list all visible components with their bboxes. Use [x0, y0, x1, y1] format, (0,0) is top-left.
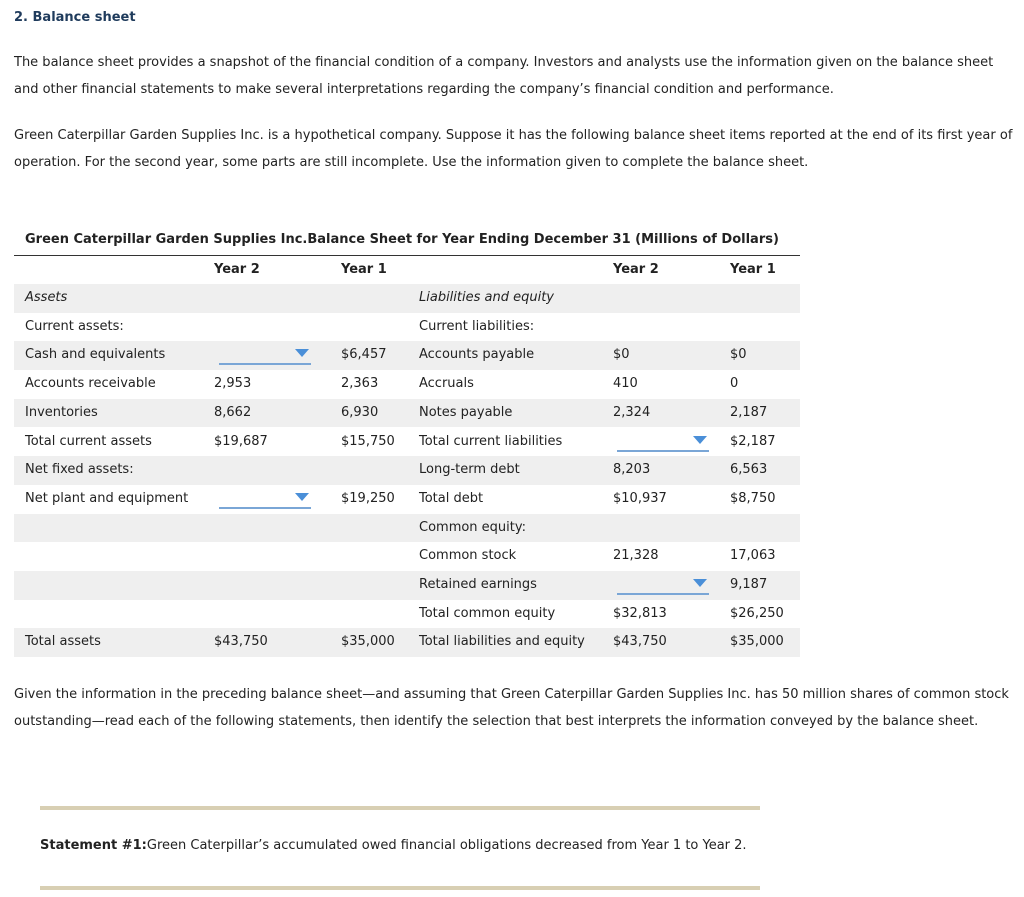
cell-value: $8,750 — [730, 490, 776, 506]
cell-value: 2,187 — [730, 404, 768, 420]
row-label: Total current liabilities — [419, 433, 563, 449]
cell-value: $19,687 — [214, 433, 268, 449]
cell-value: $10,937 — [613, 490, 667, 506]
statement-label: Statement #1: — [40, 838, 147, 853]
row-label: Current assets: — [25, 318, 124, 334]
row-label: Retained earnings — [419, 577, 537, 592]
cell-value: $43,750 — [214, 634, 268, 650]
intro-paragraph-2: Green Caterpillar Garden Supplies Inc. is a hypothetical company. Suppose it has the following balance sheet items reported at the end of its first year of operation. For the second year, some parts are still incomplete. Use the information given to complete the balance sheet. — [14, 128, 1013, 170]
cell-value: 410 — [613, 376, 638, 392]
row-label: Long-term debt — [419, 462, 520, 478]
caret-down-icon — [295, 493, 309, 501]
assets-heading: Assets — [25, 290, 68, 305]
row-label: Cash and equivalents — [25, 347, 166, 363]
row-label: Total liabilities and equity — [419, 634, 585, 650]
table-top-rule — [14, 255, 800, 256]
row-label: Total assets — [25, 634, 101, 650]
table-row — [14, 571, 800, 600]
table-row — [14, 370, 800, 399]
cell-value: $0 — [613, 347, 630, 363]
table-row — [14, 485, 800, 514]
row-label: Accounts payable — [419, 347, 535, 363]
row-label: Accruals — [419, 376, 474, 392]
total-current-liabilities-year2-dropdown[interactable] — [617, 432, 709, 452]
table-row — [14, 399, 800, 428]
cell-value: $32,813 — [613, 605, 667, 621]
row-label: Current liabilities: — [419, 318, 535, 334]
retained-earnings-year2-dropdown[interactable] — [617, 575, 709, 595]
balance-sheet-title: Green Caterpillar Garden Supplies Inc.Balance Sheet for Year Ending December 31 (Millions of Dollars) — [25, 232, 779, 247]
cell-value: 21,328 — [613, 548, 659, 564]
cell-value: 9,187 — [730, 577, 768, 592]
row-label: Total common equity — [419, 605, 556, 621]
row-label: Notes payable — [419, 404, 513, 420]
row-label: Total debt — [419, 490, 484, 506]
cell-value: 6,563 — [730, 462, 768, 478]
row-label: Common stock — [419, 548, 517, 564]
table-row — [14, 428, 800, 457]
cell-value: $2,187 — [730, 433, 776, 449]
cell-value: $0 — [730, 347, 747, 363]
row-label: Net plant and equipment — [25, 490, 189, 506]
table-row — [14, 542, 800, 571]
table-row — [14, 628, 800, 657]
header-liab-year2: Year 2 — [613, 262, 659, 277]
cell-value: 8,662 — [214, 404, 252, 420]
statement-text: Green Caterpillar’s accumulated owed financial obligations decreased from Year 1 to Year 2. — [146, 838, 747, 853]
table-row — [14, 600, 800, 629]
table-row — [14, 341, 800, 370]
statement-box — [40, 806, 760, 890]
cell-value: 17,063 — [730, 548, 776, 564]
caret-down-icon — [295, 349, 309, 357]
caret-down-icon — [693, 579, 707, 587]
cell-value: $43,750 — [613, 634, 667, 650]
table-row — [14, 456, 800, 485]
cell-value: 2,363 — [341, 376, 379, 392]
header-liab-year1: Year 1 — [730, 262, 776, 277]
cell-value: $35,000 — [341, 634, 395, 650]
cell-value: $26,250 — [730, 605, 784, 621]
cell-value: $19,250 — [341, 490, 395, 506]
cash-equivalents-year2-dropdown[interactable] — [219, 345, 311, 365]
net-plant-equipment-year2-dropdown[interactable] — [219, 489, 311, 509]
cell-value: $15,750 — [341, 433, 395, 449]
cell-value: 2,953 — [214, 376, 252, 392]
table-row — [14, 284, 800, 313]
row-label: Common equity: — [419, 519, 527, 535]
cell-value: 8,203 — [613, 462, 651, 478]
liabilities-equity-heading: Liabilities and equity — [419, 290, 555, 305]
cell-value: 0 — [730, 376, 739, 392]
header-assets-year1: Year 1 — [341, 262, 387, 277]
caret-down-icon — [693, 436, 707, 444]
table-row — [14, 313, 800, 342]
row-label: Total current assets — [25, 433, 152, 449]
table-row — [14, 514, 800, 543]
row-label: Inventories — [25, 404, 98, 420]
cell-value: $35,000 — [730, 634, 784, 650]
statement-1 — [40, 838, 747, 853]
cell-value: 2,324 — [613, 404, 651, 420]
header-assets-year2: Year 2 — [214, 262, 260, 277]
row-label: Net fixed assets: — [25, 462, 134, 478]
row-label: Accounts receivable — [25, 376, 156, 392]
followup-paragraph: Given the information in the preceding balance sheet—and assuming that Green Caterpillar Garden Supplies Inc. has 50 million shares of common stock outstanding—read each of the following statements, then identify the selection that best interprets the information conveyed by the balance sheet. — [14, 687, 1009, 729]
section-title: 2. Balance sheet — [14, 10, 136, 25]
intro-paragraph-1: The balance sheet provides a snapshot of the financial condition of a company. Investors and analysts use the information given on the balance sheet and other financial statements to make several interpretations regarding the company’s financial condition and performance. — [14, 55, 994, 97]
cell-value: $6,457 — [341, 347, 387, 363]
cell-value: 6,930 — [341, 404, 379, 420]
